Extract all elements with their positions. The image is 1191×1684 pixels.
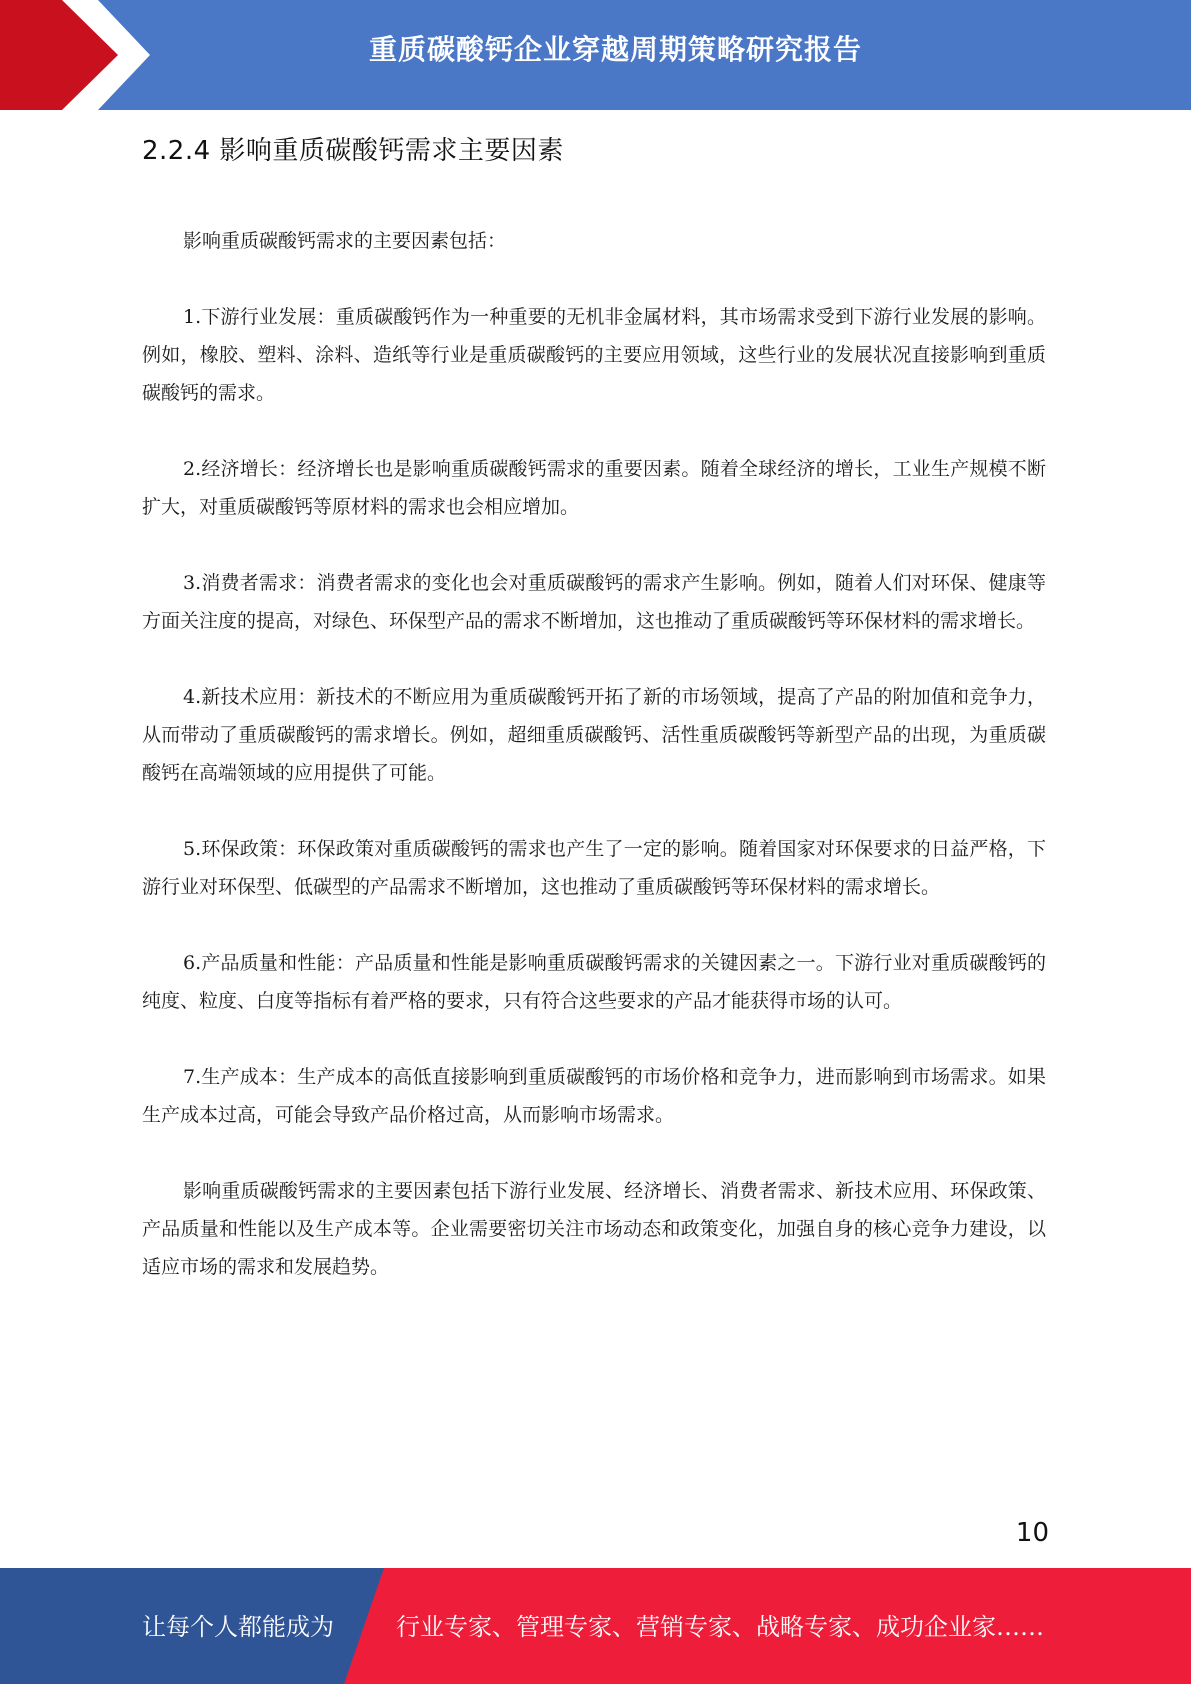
section-heading: 2.2.4 影响重质碳酸钙需求主要因素 — [142, 136, 564, 166]
page-header — [0, 0, 1191, 110]
body-content — [142, 222, 1046, 1324]
page-footer — [0, 1568, 1191, 1684]
factor-cost-paragraph: 7.生产成本：生产成本的高低直接影响到重质碳酸钙的市场价格和竞争力，进而影响到市场需求。如果生产成本过高，可能会导致产品价格过高，从而影响市场需求。 — [142, 1066, 1046, 1126]
factor-technology-paragraph: 4.新技术应用：新技术的不断应用为重质碳酸钙开拓了新的市场领域，提高了产品的附加值和竞争力，从而带动了重质碳酸钙的需求增长。例如，超细重质碳酸钙、活性重质碳酸钙等新型产品的出现，为重质碳酸钙在高端领域的应用提供了可能。 — [142, 686, 1046, 784]
footer-slogan-right: 行业专家、管理专家、营销专家、战略专家、成功企业家…… — [396, 1613, 1044, 1641]
factor-economy-paragraph: 2.经济增长：经济增长也是影响重质碳酸钙需求的重要因素。随着全球经济的增长，工业生产规模不断扩大，对重质碳酸钙等原材料的需求也会相应增加。 — [142, 458, 1046, 518]
intro-paragraph: 影响重质碳酸钙需求的主要因素包括： — [183, 230, 507, 252]
report-title: 重质碳酸钙企业穿越周期策略研究报告 — [368, 33, 862, 66]
page-number: 10 — [1015, 1518, 1049, 1548]
footer-slogan-left: 让每个人都能成为 — [142, 1613, 334, 1641]
factor-quality-paragraph: 6.产品质量和性能：产品质量和性能是影响重质碳酸钙需求的关键因素之一。下游行业对重质碳酸钙的纯度、粒度、白度等指标有着严格的要求，只有符合这些要求的产品才能获得市场的认可。 — [142, 952, 1046, 1012]
factor-consumer-paragraph: 3.消费者需求：消费者需求的变化也会对重质碳酸钙的需求产生影响。例如，随着人们对环保、健康等方面关注度的提高，对绿色、环保型产品的需求不断增加，这也推动了重质碳酸钙等环保材料的需求增长。 — [142, 572, 1046, 632]
summary-paragraph: 影响重质碳酸钙需求的主要因素包括下游行业发展、经济增长、消费者需求、新技术应用、环保政策、产品质量和性能以及生产成本等。企业需要密切关注市场动态和政策变化，加强自身的核心竞争力建设，以适应市场的需求和发展趋势。 — [142, 1180, 1046, 1278]
header-arrow-decoration — [0, 0, 160, 110]
factor-downstream-paragraph: 1.下游行业发展：重质碳酸钙作为一种重要的无机非金属材料，其市场需求受到下游行业发展的影响。例如，橡胶、塑料、涂料、造纸等行业是重质碳酸钙的主要应用领域，这些行业的发展状况直接影响到重质碳酸钙的需求。 — [142, 306, 1046, 404]
factor-policy-paragraph: 5.环保政策：环保政策对重质碳酸钙的需求也产生了一定的影响。随着国家对环保要求的日益严格，下游行业对环保型、低碳型的产品需求不断增加，这也推动了重质碳酸钙等环保材料的需求增长。 — [142, 838, 1046, 898]
